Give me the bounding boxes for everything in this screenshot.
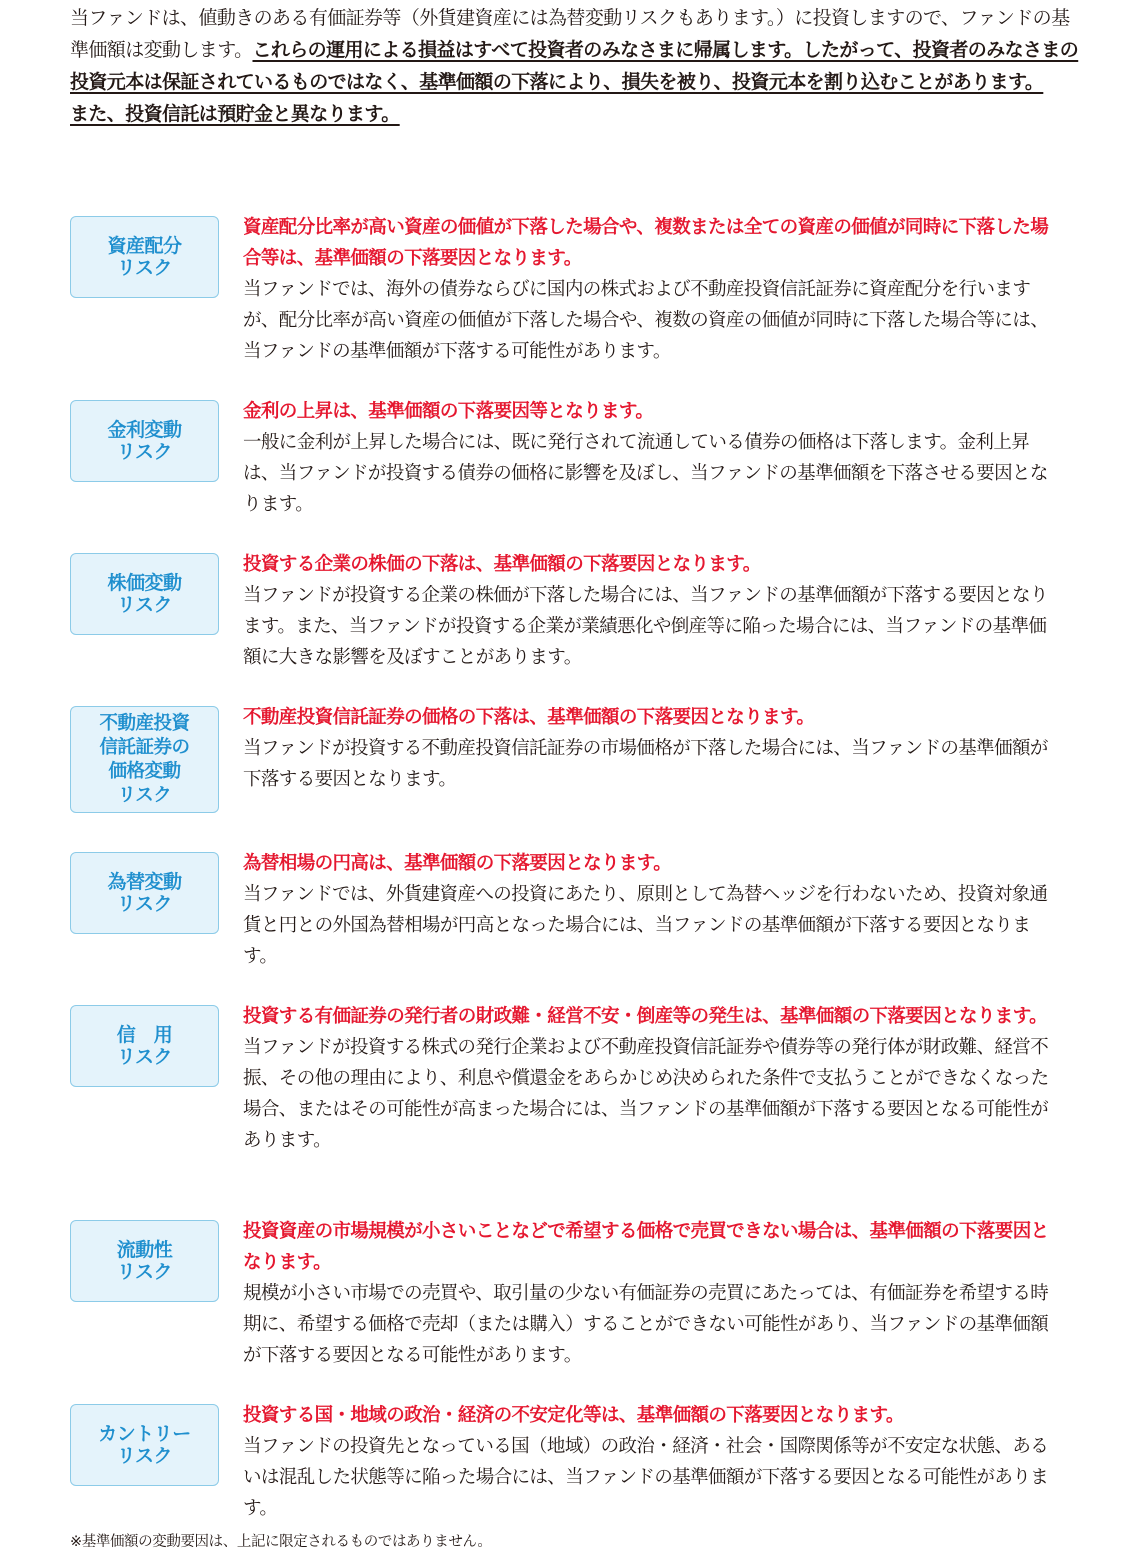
risk-headline: 投資する企業の株価の下落は、基準価額の下落要因となります。 — [243, 554, 761, 575]
risk-body — [243, 1001, 1063, 1156]
risk-description: 一般に金利が上昇した場合には、既に発行されて流通している債券の価格は下落します。金利上昇は、当ファンドが投資する債券の価格に影響を及ぼし、当ファンドの基準価額を下落させる要因となります。 — [243, 432, 1048, 515]
risk-body — [243, 549, 1063, 673]
risk-description: 当ファンドが投資する企業の株価が下落した場合には、当ファンドの基準価額が下落する要因となります。また、当ファンドが投資する企業が業績悪化や倒産等に陥った場合には、当ファンドの基準価額に大きな影響を及ぼすことがあります。 — [243, 585, 1048, 668]
risk-description: 当ファンドの投資先となっている国（地域）の政治・経済・社会・国際関係等が不安定な状態、あるいは混乱した状態等に陥った場合には、当ファンドの基準価額が下落する要因となる可能性があります。 — [243, 1436, 1049, 1519]
risk-body — [243, 396, 1063, 520]
risk-body — [243, 1400, 1063, 1524]
risk-label: カントリー リスク — [70, 1404, 219, 1486]
risk-headline: 金利の上昇は、基準価額の下落要因等となります。 — [243, 401, 654, 422]
risk-body — [243, 702, 1063, 795]
risk-label: 資産配分 リスク — [70, 216, 219, 298]
risk-headline: 投資する有価証券の発行者の財政難・経営不安・倒産等の発生は、基準価額の下落要因となります。 — [243, 1006, 1048, 1027]
risk-headline: 投資資産の市場規模が小さいことなどで希望する価格で売買できない場合は、基準価額の下落要因となります。 — [243, 1221, 1049, 1273]
risk-body — [243, 1216, 1063, 1371]
risk-label: 流動性 リスク — [70, 1220, 219, 1302]
risk-body — [243, 848, 1063, 972]
risk-label: 為替変動 リスク — [70, 852, 219, 934]
risk-label: 不動産投資 信託証券の 価格変動 リスク — [70, 706, 219, 813]
risk-description: 規模が小さい市場での売買や、取引量の少ない有価証券の売買にあたっては、有価証券を希望する時期に、希望する価格で売却（または購入）することができない可能性があり、当ファンドの基準価額が下落する要因となる可能性があります。 — [243, 1283, 1049, 1366]
risk-description: 当ファンドでは、海外の債券ならびに国内の株式および不動産投資信託証券に資産配分を行いますが、配分比率が高い資産の価値が下落した場合や、複数の資産の価値が同時に下落した場合等には、当ファンドの基準価額が下落する可能性があります。 — [243, 279, 1049, 362]
risk-description: 当ファンドでは、外貨建資産への投資にあたり、原則として為替ヘッジを行わないため、投資対象通貨と円との外国為替相場が円高となった場合には、当ファンドの基準価額が下落する要因となります。 — [243, 884, 1048, 967]
risk-headline: 投資する国・地域の政治・経済の不安定化等は、基準価額の下落要因となります。 — [243, 1405, 904, 1426]
risk-description: 当ファンドが投資する不動産投資信託証券の市場価格が下落した場合には、当ファンドの基準価額が下落する要因となります。 — [243, 738, 1048, 790]
risk-description: 当ファンドが投資する株式の発行企業および不動産投資信託証券や債券等の発行体が財政難、経営不振、その他の理由により、利息や償還金をあらかじめ決められた条件で支払うことができなくなった場合、またはその可能性が高まった場合には、当ファンドの基準価額が下落する要因となる可能性があります。 — [243, 1037, 1049, 1151]
risk-headline: 為替相場の円高は、基準価額の下落要因となります。 — [243, 853, 672, 874]
intro-emphasis-text: これらの運用による損益はすべて投資者のみなさまに帰属します。したがって、投資者のみなさまの投資元本は保証されているものではなく、基準価額の下落により、損失を被り、投資元本を割り込むことがあります。 — [70, 39, 1079, 93]
risk-label: 信 用 リスク — [70, 1005, 219, 1087]
risk-headline: 不動産投資信託証券の価格の下落は、基準価額の下落要因となります。 — [243, 707, 815, 728]
intro-plain-text: 当ファンドは、値動きのある有価証券等（外貨建資産には為替変動リスクもあります。）に投資しますので、ファンドの基準価額は変動します。 — [70, 7, 1070, 61]
risk-headline: 資産配分比率が高い資産の価値が下落した場合や、複数または全ての資産の価値が同時に下落した場合等は、基準価額の下落要因となります。 — [243, 217, 1049, 269]
footnote: ※基準価額の変動要因は、上記に限定されるものではありません。 — [70, 1534, 492, 1550]
risk-body — [243, 212, 1063, 367]
risk-label: 金利変動 リスク — [70, 400, 219, 482]
intro-paragraph — [70, 2, 1080, 130]
risk-label: 株価変動 リスク — [70, 553, 219, 635]
intro-emphasis-text-2: また、投資信託は預貯金と異なります。 — [70, 103, 400, 125]
